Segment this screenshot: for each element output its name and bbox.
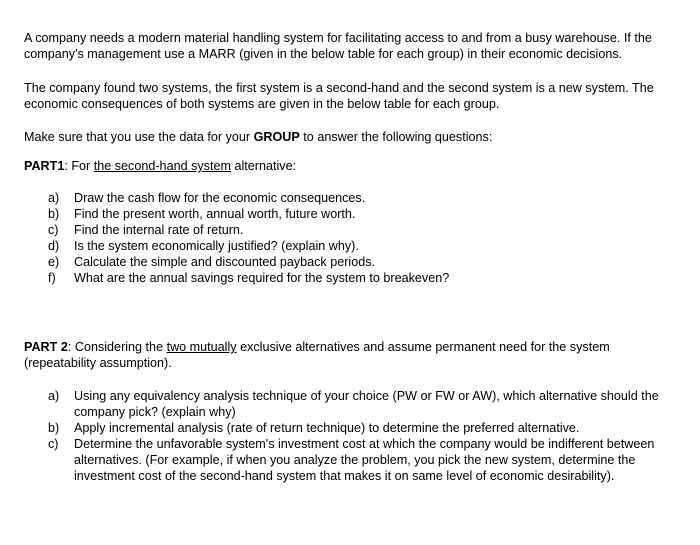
item-marker: c) (48, 437, 59, 451)
item-text: Find the present worth, annual worth, future worth. (74, 207, 356, 221)
part1-question-list (48, 190, 688, 286)
item-marker: a) (48, 191, 60, 205)
item-marker: a) (48, 389, 60, 403)
item-text: Using any equivalency analysis technique of your choice (PW or FW or AW), which alternative should the company pick? (explain why) (74, 389, 659, 419)
part2-heading (24, 339, 684, 371)
part1-item (48, 190, 688, 206)
part2-item (48, 436, 688, 484)
part2-text-after: exclusive alternatives and assume permanent need for the system (repeatability assumption). (24, 340, 610, 370)
part1-underlined: the second-hand system (93, 159, 231, 173)
part1-text-after: alternative: (230, 159, 297, 173)
item-marker: b) (48, 421, 60, 435)
item-text: Apply incremental analysis (rate of return technique) to determine the preferred alternative. (74, 421, 580, 435)
intro-paragraph-1: A company needs a modern material handling system for facilitating access to and from a busy warehouse. If the company's management use a MARR (given in the below table for each group) in their economic decisions. (24, 31, 652, 61)
item-marker: e) (48, 255, 60, 269)
part1-heading (24, 158, 684, 174)
item-text: Find the internal rate of return. (74, 223, 244, 237)
group-emphasis: GROUP (253, 130, 300, 144)
item-marker: f) (48, 271, 56, 285)
intro-p3-after: to answer the following questions: (299, 130, 493, 144)
part1-item (48, 270, 688, 286)
part2-item (48, 388, 688, 420)
part1-label: PART1 (24, 159, 65, 173)
item-marker: b) (48, 207, 60, 221)
item-text: Determine the unfavorable system's investment cost at which the company would be indifferent between alternatives. (For example, if when you analyze the problem, you pick the new system, determine the investment cost of the second-hand system that makes it on same level of economic desirability). (74, 437, 655, 483)
part1-item (48, 206, 688, 222)
part1-text-before: : For (64, 159, 94, 173)
part2-text-before: : Considering the (67, 340, 167, 354)
item-text: Calculate the simple and discounted payback periods. (74, 255, 376, 269)
item-text: Is the system economically justified? (explain why). (74, 239, 359, 253)
intro-paragraph-3 (24, 129, 684, 145)
part1-item (48, 222, 688, 238)
part2-underlined: two mutually (166, 340, 237, 354)
intro-paragraph-2: The company found two systems, the first system is a second-hand and the second system is a new system. The economic consequences of both systems are given in the below table for each group. (24, 81, 654, 111)
part2-label: PART 2 (24, 340, 68, 354)
part1-item (48, 254, 688, 270)
part2-question-list (48, 388, 688, 484)
item-marker: d) (48, 239, 60, 253)
item-text: Draw the cash flow for the economic consequences. (74, 191, 366, 205)
intro-p3-before: Make sure that you use the data for your (24, 130, 254, 144)
part1-item (48, 238, 688, 254)
part2-item (48, 420, 688, 436)
item-text: What are the annual savings required for the system to breakeven? (74, 271, 450, 285)
item-marker: c) (48, 223, 59, 237)
